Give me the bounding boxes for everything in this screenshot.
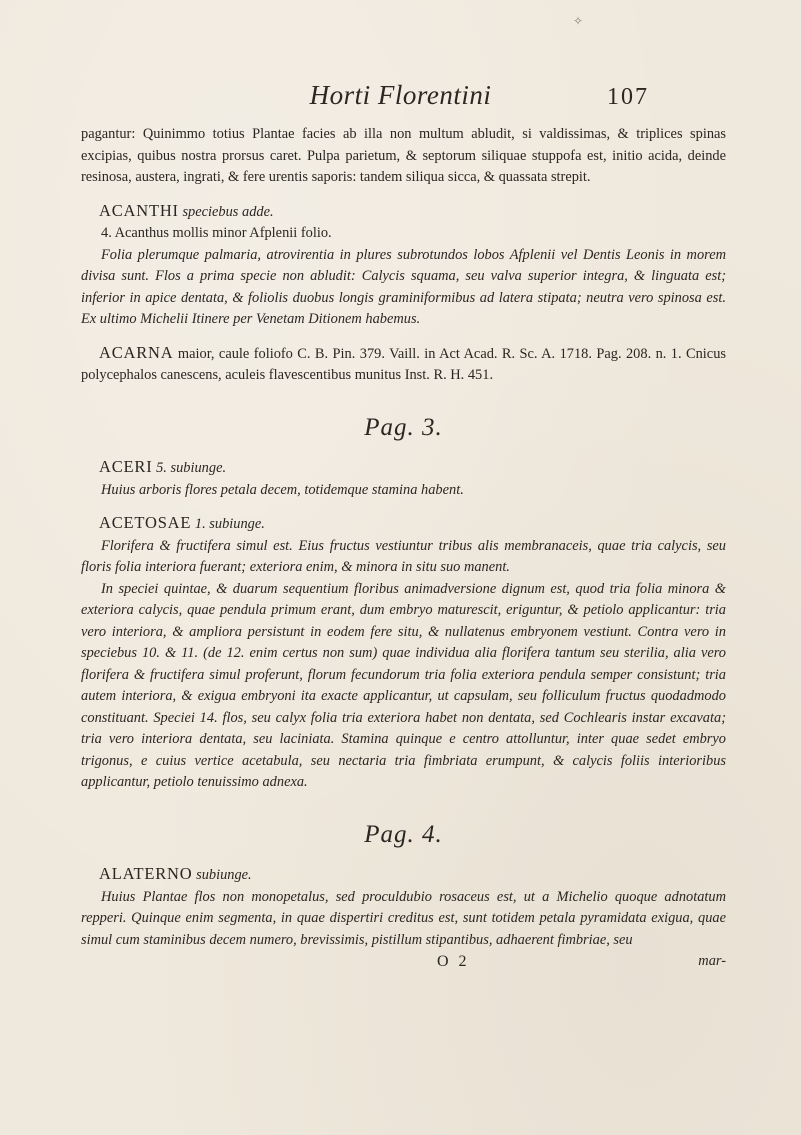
entry-acetosae-para2: In speciei quintae, & duarum sequentium floribus animadversione dignum est, quod tria folia minora & exteriora calycis, quae pendula primum erant, dum embryo maturescit, eriguntur, & petiolo applicantur: tria vero interiora, & ampliora persistunt in eodem fere situ, & nullatenus embryonem vestiunt. Contra vero in speciebus 10. & 11. (de 12. enim certus non sum) quae individua alia florifera tantum seu sterilia, alia vero florifera & fructifera simul proferunt, florum fecundorum tria folia exteriora pendula semper consistunt; tria autem interiora, & exigua embryoni ita exacte applicantur, ut capsulam, seu folliculum fructus quodadmodo constituant. Speciei 14. flos, seu calyx folia tria exteriora habet non dentata, sed Cochlearis instar excavata; tria vero interiora dentata, seu laciniata. Stamina quinque e centro attolluntur, inter quae sedet embryo trigonus, e cuius vertice acetabula, seu nectaria tria fimbriata erumpunt, & calycis foliis interioribus applicantur, petiolo tenuissimo adnexa.: [81, 580, 726, 790]
entry-acanthi-heading: [81, 200, 726, 224]
entry-alaterno-heading: [81, 863, 726, 887]
page-number: 107: [607, 84, 649, 110]
lemma-aceri: ACERI: [99, 457, 153, 476]
entry-acetosae-para1: Florifera & fructifera simul est. Eius fructus vestiuntur tribus alis membranaceis, quae tria calycis, seu floris folia interiora fuerant; exteriora enim, & minora in situ suo manent.: [81, 537, 726, 575]
page-body: [81, 124, 726, 973]
page-footer: [81, 951, 726, 973]
page-title: Horti Florentini: [309, 80, 492, 110]
entry-acetosae-heading: [81, 512, 726, 536]
entry-aceri-text: Huius arboris flores petala decem, totidemque stamina habent.: [101, 481, 464, 498]
entry-alaterno-text: Huius Plantae flos non monopetalus, sed proculdubio rosaceus est, ut a Michelio quoque adnotatum repperi. Quinque enim segmenta, in quae dispertiri creditus est, sunt totidem petala pyramidata exigua, quae simul cum staminibus decem numero, brevissimis, pistillum stipantibus, adhaerent fimbriae, seu: [81, 888, 726, 948]
ornament-mark: ✧: [573, 14, 584, 28]
catchword: mar-: [698, 953, 726, 969]
instruction-aceri: 5. subiunge.: [156, 460, 227, 476]
lemma-acetosae: ACETOSAE: [99, 513, 192, 532]
signature-mark: O 2: [437, 953, 470, 970]
page-reference-3: Pag. 3.: [364, 413, 443, 441]
instruction-acetosae: 1. subiunge.: [194, 516, 265, 532]
entry-acarna: [81, 342, 726, 387]
lemma-acanthi: ACANTHI: [99, 200, 179, 220]
instruction-acanthi: speciebus adde.: [182, 203, 274, 220]
entry-aceri-heading: [81, 456, 726, 480]
acarna-text: maior, caule foliofo C. B. Pin. 379. Vaill. in Act Acad. R. Sc. A. 1718. Pag. 208. n. 1. Cnicus polycephalos canescens, aculeis flavescentibus munitus Inst. R. H. 451.: [81, 345, 726, 383]
entry-acanthi-number: 4. Acanthus mollis minor Afplenii folio.: [101, 225, 332, 241]
opening-paragraph: pagantur: Quinimmo totius Plantae facies ab illa non multum abludit, si valdissimas, & triplices spinas excipias, quibus nostra prorsus caret. Pulpa parietum, & septorum siliquae stuppofa est, initio acida, deinde resinosa, austera, ingrati, & fere urentis saporis: tandem siliqua sicca, & quassata strepit.: [81, 126, 726, 185]
lemma-acarna: ACARNA: [99, 342, 174, 362]
lemma-alaterno: ALATERNO: [99, 864, 193, 883]
entry-acanthi-description: Folia plerumque palmaria, atrovirentia in plures subrotundos lobos Afplenii vel Dentis Leonis in morem divisa sunt. Flos a prima specie non abludit: Calycis squama, seu valva superior integra, & linguata est; inferior in apice dentata, & foliolis duobus longis graminiformibus ad latera stipata; neutra vero spinosa est. Ex ultimo Michelii Itinere per Venetam Ditionem habemus.: [81, 246, 726, 327]
page-reference-4: Pag. 4.: [364, 820, 443, 848]
instruction-alaterno: subiunge.: [196, 867, 252, 883]
running-head: [0, 80, 801, 120]
